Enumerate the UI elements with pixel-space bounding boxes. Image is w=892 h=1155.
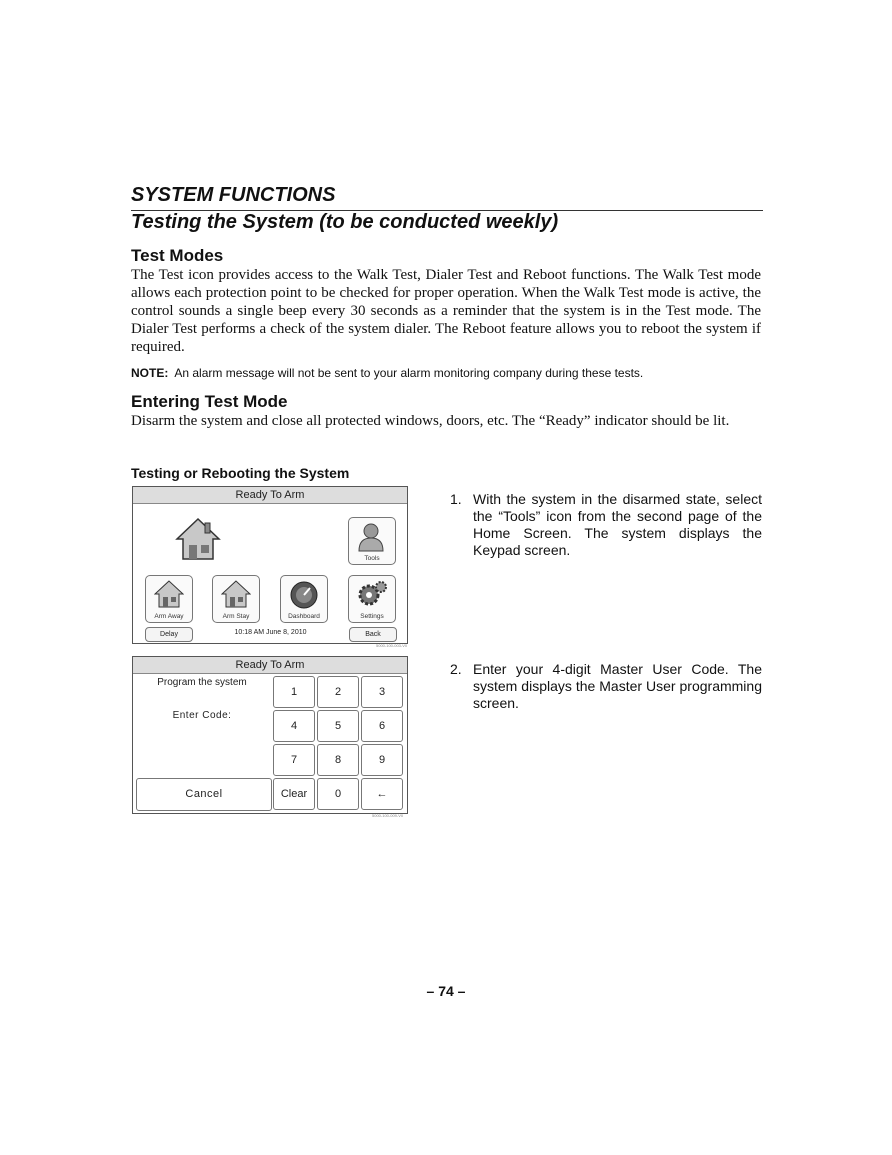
- key-1[interactable]: 1: [273, 676, 315, 708]
- screen-header: Ready To Arm: [133, 487, 407, 504]
- cancel-button[interactable]: Cancel: [136, 778, 272, 811]
- page-title: Testing the System (to be conducted weekly): [131, 211, 559, 233]
- key-5[interactable]: 5: [317, 710, 359, 742]
- test-modes-heading: Test Modes: [131, 246, 224, 265]
- step-number: 2.: [450, 661, 462, 677]
- note-text: An alarm message will not be sent to your alarm monitoring company during these tests.: [174, 366, 644, 380]
- settings-label: Settings: [360, 613, 384, 620]
- user-icon: [357, 522, 385, 552]
- screen-header: Ready To Arm: [133, 657, 407, 674]
- test-modes-body: The Test icon provides access to the Walk Test, Dialer Test and Reboot functions. The Walk Test mode allows each protection point to be checked for proper operation. When the Walk Test mode is active, the control sounds a single beep every 30 seconds as a reminder that the system is in the Test mode. The Dialer Test performs a check of the system dialer. The Reboot feature allows you to reboot the system if required.: [131, 267, 761, 355]
- key-4[interactable]: 4: [273, 710, 315, 742]
- step-1: [450, 491, 760, 561]
- house-status-icon: [175, 517, 221, 561]
- clear-key[interactable]: Clear: [273, 778, 315, 810]
- arm-away-tile[interactable]: [145, 575, 193, 623]
- figure-code: 5000-100-003-V0: [376, 643, 408, 648]
- datetime-display: 10:18 AM June 8, 2010: [234, 629, 307, 636]
- dashboard-tile[interactable]: [280, 575, 328, 623]
- delay-button[interactable]: Delay: [145, 627, 193, 642]
- note-label: NOTE:: [131, 366, 169, 380]
- key-8[interactable]: 8: [317, 744, 359, 776]
- keypad-screen-figure: [132, 656, 408, 814]
- step-number: 1.: [450, 491, 462, 507]
- arm-away-label: Arm Away: [154, 613, 184, 620]
- arm-away-icon: [154, 580, 184, 608]
- home-screen-figure: [132, 486, 408, 644]
- entering-heading: Entering Test Mode: [131, 392, 288, 411]
- program-label: Program the system: [157, 677, 247, 688]
- note: [131, 366, 643, 380]
- gear-icon: [357, 580, 387, 608]
- arm-stay-icon: [221, 580, 251, 608]
- entering-body: Disarm the system and close all protected windows, doors, etc. The “Ready” indicator should be lit.: [131, 413, 730, 429]
- tools-label: Tools: [364, 555, 380, 562]
- key-2[interactable]: 2: [317, 676, 359, 708]
- figure-code: 5000-100-009-V0: [372, 813, 404, 818]
- step-text: Enter your 4-digit Master User Code. The system displays the Master User programming screen.: [473, 661, 762, 711]
- section-title: SYSTEM FUNCTIONS: [131, 184, 336, 206]
- dashboard-icon: [289, 580, 319, 610]
- key-3[interactable]: 3: [361, 676, 403, 708]
- key-6[interactable]: 6: [361, 710, 403, 742]
- key-7[interactable]: 7: [273, 744, 315, 776]
- backspace-key[interactable]: ←: [361, 778, 403, 810]
- page-number: – 74 –: [426, 983, 466, 999]
- tools-tile[interactable]: [348, 517, 396, 565]
- key-0[interactable]: 0: [317, 778, 359, 810]
- step-text: With the system in the disarmed state, select the “Tools” icon from the second page of the Home Screen. The system displays the Keypad screen.: [473, 491, 762, 558]
- arm-stay-label: Arm Stay: [222, 613, 250, 620]
- key-9[interactable]: 9: [361, 744, 403, 776]
- arm-stay-tile[interactable]: [212, 575, 260, 623]
- step-2: [450, 661, 760, 716]
- enter-code-label: Enter Code:: [172, 710, 232, 721]
- testing-subheading: Testing or Rebooting the System: [131, 465, 350, 481]
- back-button[interactable]: Back: [349, 627, 397, 642]
- settings-tile[interactable]: [348, 575, 396, 623]
- dashboard-label: Dashboard: [288, 613, 320, 620]
